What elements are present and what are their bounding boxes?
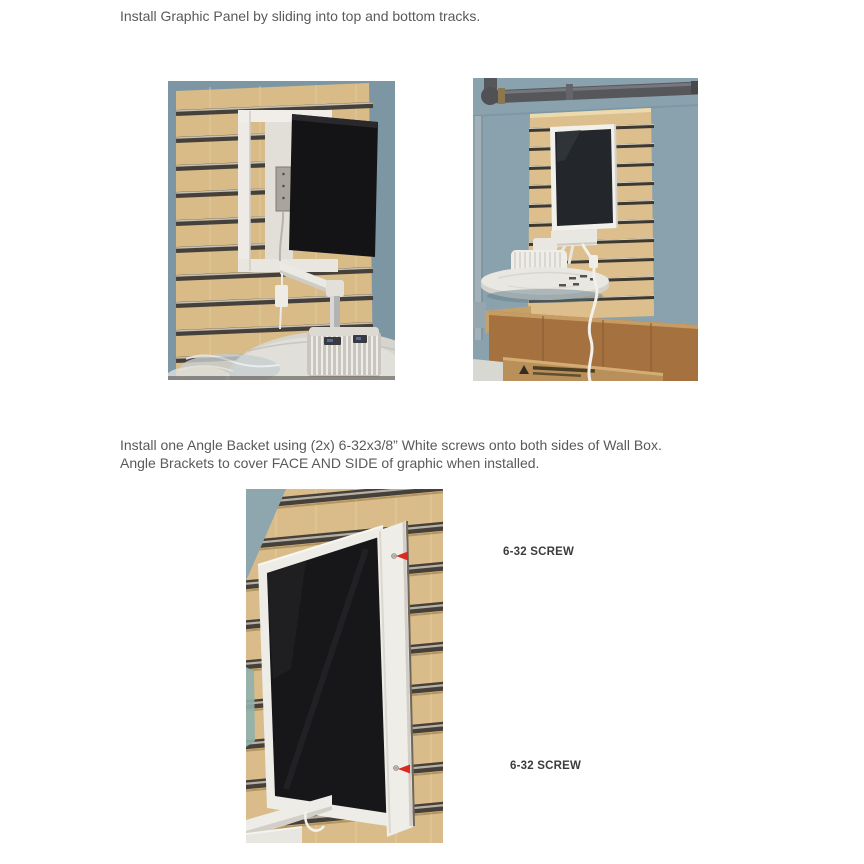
callout-label-screw-bottom: 6-32 SCREW	[510, 760, 582, 772]
photo-panel-sliding-into-tracks	[168, 81, 395, 380]
photo-panel-installed-on-slatwall	[473, 78, 698, 381]
wall-box-bottom	[551, 229, 597, 247]
step2-line1: Install one Angle Backet using (2x) 6-32x3/8” White screws onto both sides of Wall Box.	[120, 437, 662, 453]
bottom-left-items	[473, 359, 503, 381]
leader-arrow-top-icon	[395, 549, 501, 563]
step2-instruction	[120, 436, 662, 472]
graphic-panel	[258, 526, 394, 827]
graphic-panel	[289, 114, 378, 257]
step1-instruction: Install Graphic Panel by sliding into top and bottom tracks.	[120, 8, 481, 24]
photo-angle-bracket-illustration	[246, 489, 443, 843]
photo-angle-bracket-closeup	[246, 489, 443, 843]
photo-panel-installed-illustration	[473, 78, 698, 381]
graphic-panel	[550, 124, 617, 231]
callout-label-screw-top: 6-32 SCREW	[503, 546, 575, 558]
photo-panel-sliding-into-tracks-illustration	[168, 81, 395, 380]
step2-line2: Angle Brackets to cover FACE AND SIDE of graphic when installed.	[120, 455, 540, 471]
wall-edge-sliver	[246, 667, 255, 747]
leader-arrow-bottom-icon	[397, 762, 507, 776]
